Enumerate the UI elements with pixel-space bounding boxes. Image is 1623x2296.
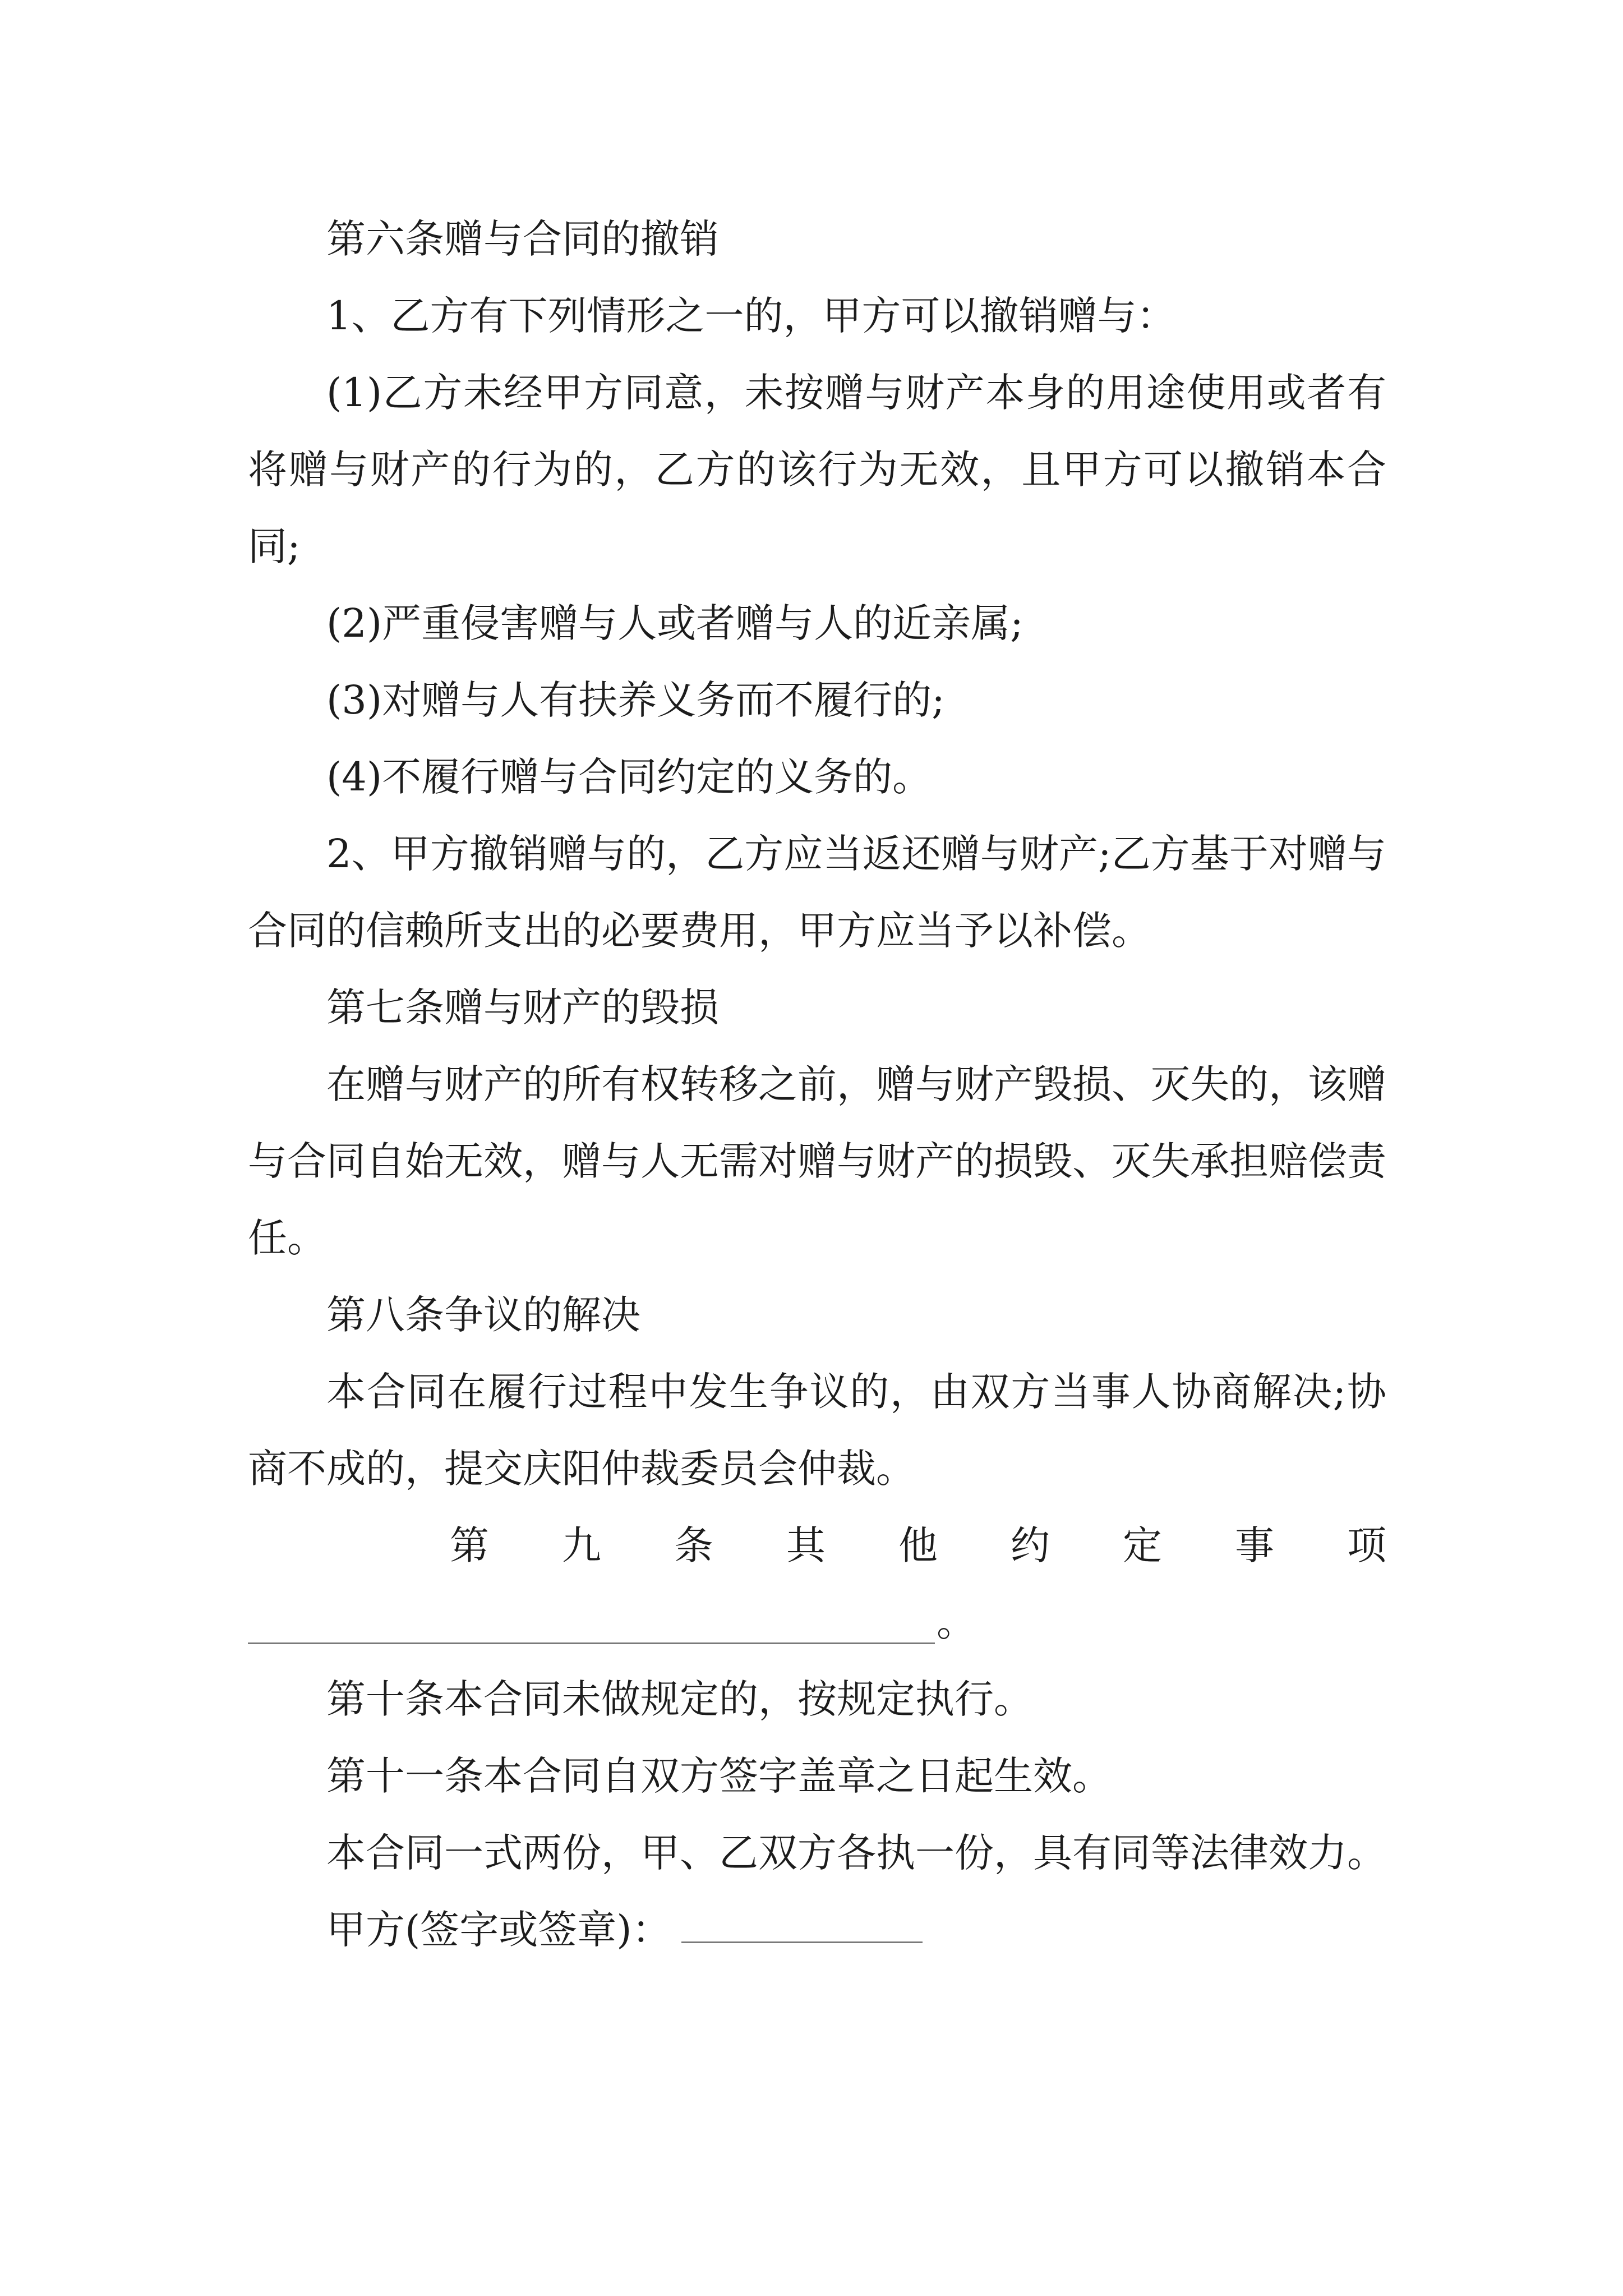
article-9-char: 九 bbox=[562, 1522, 601, 1568]
article-9-char: 他 bbox=[898, 1522, 938, 1568]
revocation-item-1: (1)乙方未经甲方同意，未按赠与财产本身的用途使用或者有将赠与财产的行为的，乙方的该行为无效，且甲方可以撤销本合同; bbox=[248, 370, 1386, 569]
article-9-char: 定 bbox=[1123, 1522, 1162, 1568]
article-9-char: 事 bbox=[1235, 1522, 1274, 1568]
article-7-body: 在赠与财产的所有权转移之前，赠与财产毁损、灭失的，该赠与合同自始无效，赠与人无需对赠与财产的损毁、灭失承担赔偿责任。 bbox=[248, 1061, 1386, 1261]
article-10: 第十条本合同未做规定的，按规定执行。 bbox=[326, 1676, 1033, 1722]
article-8-body: 本合同在履行过程中发生争议的，由双方当事人协商解决;协商不成的，提交庆阳仲裁委员会仲裁。 bbox=[248, 1369, 1386, 1492]
article-9-fill-blank[interactable] bbox=[248, 1642, 935, 1644]
article-9-blank-line bbox=[248, 1584, 1386, 1661]
article-9-char: 约 bbox=[1011, 1522, 1050, 1568]
revocation-item-2: (2)严重侵害赠与人或者赠与人的近亲属; bbox=[326, 600, 1023, 646]
article-9-title bbox=[248, 1507, 1386, 1584]
article-9-char: 条 bbox=[674, 1522, 713, 1568]
article-9-char: 第 bbox=[450, 1522, 489, 1568]
article-9-char: 其 bbox=[786, 1522, 826, 1568]
party-a-signature-row bbox=[248, 1892, 1386, 1968]
article-8-title: 第八条争议的解决 bbox=[326, 1292, 640, 1338]
revocation-item-3: (3)对赠与人有扶养义务而不履行的; bbox=[326, 677, 945, 723]
revocation-item-4: (4)不履行赠与合同约定的义务的。 bbox=[326, 754, 932, 800]
copies-clause: 本合同一式两份，甲、乙双方各执一份，具有同等法律效力。 bbox=[326, 1830, 1386, 1876]
article-9-char: 项 bbox=[1347, 1522, 1386, 1568]
revocation-clause-1: 1、乙方有下列情形之一的，甲方可以撤销赠与： bbox=[326, 293, 1176, 339]
article-9-period: 。 bbox=[937, 1599, 976, 1645]
article-6-title: 第六条赠与合同的撤销 bbox=[326, 216, 719, 262]
party-a-signature-label: 甲方(签字或签章)： bbox=[326, 1907, 671, 1953]
revocation-clause-2: 2、甲方撤销赠与的，乙方应当返还赠与财产;乙方基于对赠与合同的信赖所支出的必要费用，甲方应当予以补偿。 bbox=[248, 831, 1386, 954]
party-a-signature-blank[interactable] bbox=[681, 1936, 923, 1943]
article-11: 第十一条本合同自双方签字盖章之日起生效。 bbox=[326, 1753, 1112, 1799]
article-7-title: 第七条赠与财产的毁损 bbox=[326, 984, 719, 1030]
contract-body bbox=[248, 201, 1386, 1968]
